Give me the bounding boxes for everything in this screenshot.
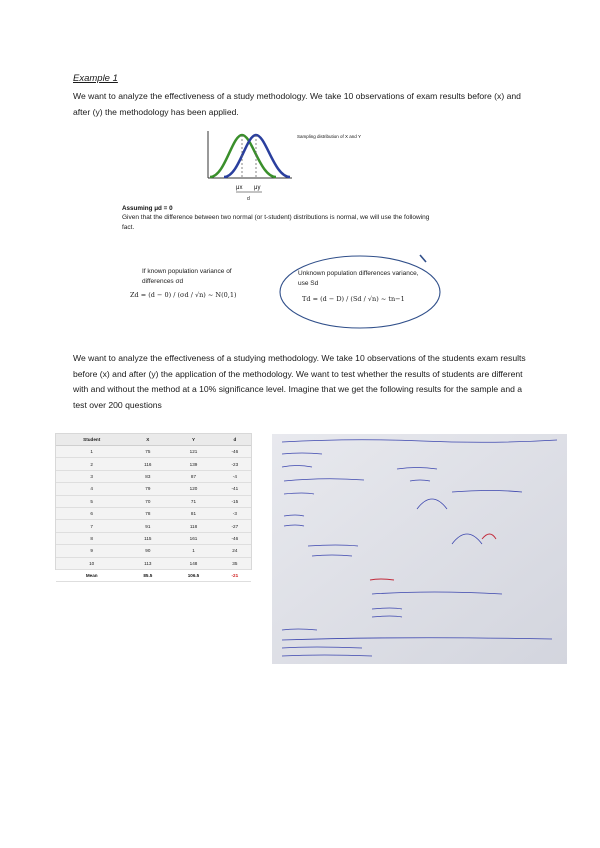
problem-paragraph: We want to analyze the effectiveness of a studying methodology. We take 10 observations of the students exam results before (x) and after (y) the application of the methodology. We want to test whether the results of students are different with and without the method at a 10% significance level. Imagine that we get the following results for the sample and a test over 200 questions xyxy=(73,353,526,410)
assuming-text: Assuming μd = 0 xyxy=(122,205,173,212)
table-cell: 5 xyxy=(56,495,127,507)
intro-paragraph: We want to analyze the effectiveness of a study methodology. We take 10 observations of exam results before (x) and after (y) the methodology has been applied. xyxy=(73,91,521,117)
mean-cell: -21 xyxy=(219,569,251,581)
mu-x-label: μx xyxy=(236,185,243,191)
table-row xyxy=(56,545,251,557)
table-cell: 79 xyxy=(127,483,168,495)
table-row xyxy=(56,532,251,544)
table-cell: -46 xyxy=(219,532,251,544)
table-row xyxy=(56,557,251,569)
table-cell: 83 xyxy=(127,470,168,482)
table-cell: 3 xyxy=(56,470,127,482)
table-cell: -4 xyxy=(219,470,251,482)
col-header: X xyxy=(127,434,168,446)
table-cell: 7 xyxy=(56,520,127,532)
distribution-figure xyxy=(120,125,450,340)
table-cell: 115 xyxy=(127,532,168,544)
table-cell: -23 xyxy=(219,458,251,470)
table-cell: 113 xyxy=(127,557,168,569)
table-cell: 161 xyxy=(168,532,218,544)
table-mean-row xyxy=(56,569,251,581)
col-header: Student xyxy=(56,434,127,446)
mean-cell: 106.5 xyxy=(168,569,218,581)
table-row xyxy=(56,507,251,519)
table-cell: -27 xyxy=(219,520,251,532)
table-cell: 78 xyxy=(127,507,168,519)
table-cell: 87 xyxy=(168,470,218,482)
table-row xyxy=(56,446,251,458)
table-row xyxy=(56,470,251,482)
table-cell: 121 xyxy=(168,446,218,458)
table-cell: 24 xyxy=(219,545,251,557)
pen-mark xyxy=(420,255,426,262)
table-cell: 139 xyxy=(168,458,218,470)
table-row xyxy=(56,458,251,470)
table-cell: 8 xyxy=(56,532,127,544)
table-cell: 9 xyxy=(56,545,127,557)
known-title: If known population variance of differences σd xyxy=(142,268,232,285)
figure xyxy=(120,125,450,340)
table-cell: 90 xyxy=(127,545,168,557)
table-cell: 70 xyxy=(127,495,168,507)
given-text: Given that the difference between two normal (or t-student) distributions is normal, we will use the following fact. xyxy=(122,214,430,231)
table-cell: 71 xyxy=(168,495,218,507)
table-cell: 148 xyxy=(168,557,218,569)
table-cell: 1 xyxy=(56,446,127,458)
data-table xyxy=(56,434,251,582)
table-cell: -46 xyxy=(219,446,251,458)
table-cell: 10 xyxy=(56,557,127,569)
table-cell: 91 xyxy=(127,520,168,532)
table-cell: 2 xyxy=(56,458,127,470)
sampling-label: Sampling distribution of X and Y xyxy=(297,134,361,139)
table-cell: 35 xyxy=(219,557,251,569)
handwritten-notes-image xyxy=(272,434,567,664)
table-cell: 120 xyxy=(168,483,218,495)
table-cell: 75 xyxy=(127,446,168,458)
table-row xyxy=(56,495,251,507)
unknown-title: Unknown population differences variance, use Sd xyxy=(298,270,419,287)
data-table-image xyxy=(55,433,252,579)
col-header: d xyxy=(219,434,251,446)
mean-cell: 85.5 xyxy=(127,569,168,581)
table-row xyxy=(56,520,251,532)
table-header-row xyxy=(56,434,251,446)
table-cell: 118 xyxy=(168,520,218,532)
table-cell: -41 xyxy=(219,483,251,495)
example-heading: Example 1 xyxy=(73,73,118,84)
unknown-formula: Td = (d − D) / (Sd / √n) ~ tn−1 xyxy=(302,295,405,303)
table-cell: 1 xyxy=(168,545,218,557)
d-label: d xyxy=(247,196,250,202)
mean-cell: Mean xyxy=(56,569,127,581)
table-cell: -3 xyxy=(219,507,251,519)
table-cell: 81 xyxy=(168,507,218,519)
known-formula: Zd = (d − 0) / (σd / √n) ~ N(0,1) xyxy=(130,291,237,299)
table-cell: 4 xyxy=(56,483,127,495)
table-cell: -15 xyxy=(219,495,251,507)
table-cell: 6 xyxy=(56,507,127,519)
col-header: Y xyxy=(168,434,218,446)
mu-y-label: μy xyxy=(254,185,261,191)
table-row xyxy=(56,483,251,495)
table-cell: 116 xyxy=(127,458,168,470)
